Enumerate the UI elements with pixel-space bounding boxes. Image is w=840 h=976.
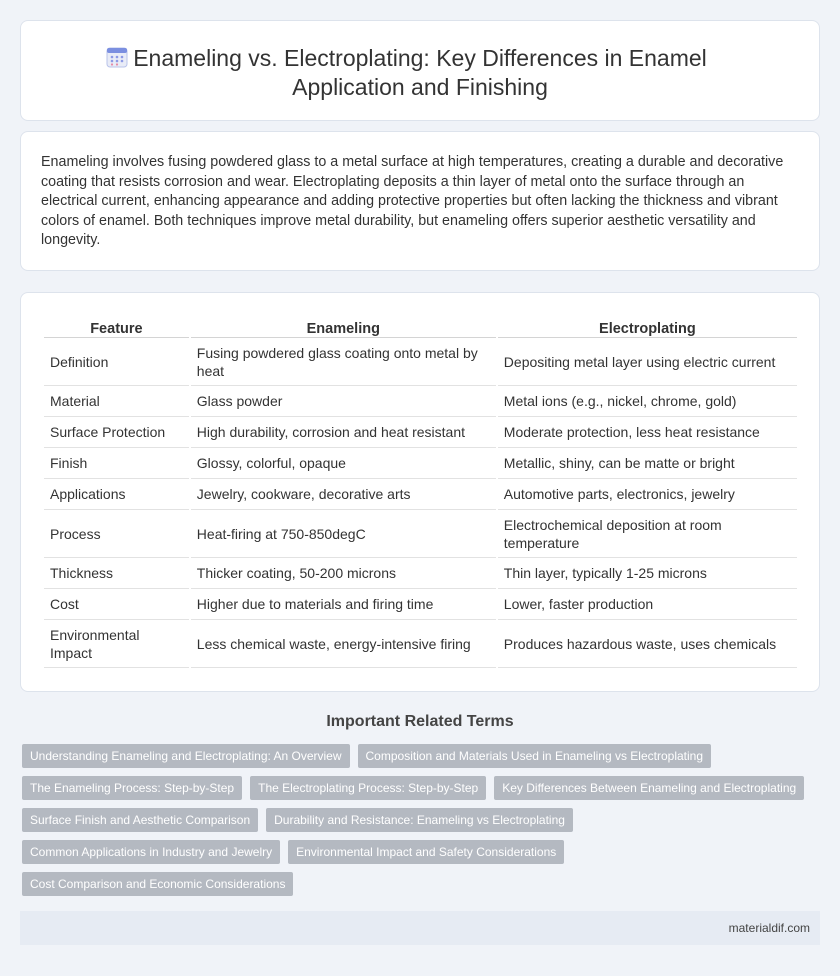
related-terms-list	[22, 744, 812, 896]
table-cell: Moderate protection, less heat resistance	[498, 417, 797, 448]
table-cell: Produces hazardous waste, uses chemicals	[498, 620, 797, 668]
table-cell: Cost	[44, 589, 189, 620]
related-terms-heading: Important Related Terms	[326, 713, 514, 730]
table-cell: Higher due to materials and firing time	[191, 589, 496, 620]
comparison-table-card	[20, 292, 820, 692]
table-cell: Metal ions (e.g., nickel, chrome, gold)	[498, 386, 797, 417]
related-term-tag[interactable]: Common Applications in Industry and Jewelry	[22, 840, 280, 864]
page-title: Enameling vs. Electroplating: Key Differences in Enamel Application and Finishing	[133, 45, 707, 100]
table-cell: Thicker coating, 50-200 microns	[191, 558, 496, 589]
table-cell: Definition	[44, 338, 189, 386]
table-cell: Heat-firing at 750-850degC	[191, 510, 496, 558]
intro-paragraph: Enameling involves fusing powdered glass to a metal surface at high temperatures, creating a durable and decorative coating that resists corrosion and wear. Electroplating deposits a thin layer of metal onto the surface through an electrical current, enhancing appearance and adding protective properties but often lacking the thickness and vibrant colors of enamel. Both techniques improve metal durability, but enameling offers superior aesthetic versatility and longevity.	[41, 154, 784, 248]
table-cell: Thin layer, typically 1-25 microns	[498, 558, 797, 589]
table-cell: Glossy, colorful, opaque	[191, 448, 496, 479]
related-term-tag[interactable]: Surface Finish and Aesthetic Comparison	[22, 808, 258, 832]
table-cell: Thickness	[44, 558, 189, 589]
table-row	[44, 558, 797, 589]
column-header-electroplating: Electroplating	[498, 316, 797, 338]
table-cell: Material	[44, 386, 189, 417]
table-cell: Process	[44, 510, 189, 558]
table-cell: Lower, faster production	[498, 589, 797, 620]
table-row	[44, 417, 797, 448]
table-cell: Automotive parts, electronics, jewelry	[498, 479, 797, 510]
table-cell: Electrochemical deposition at room temperature	[498, 510, 797, 558]
related-term-tag[interactable]: The Enameling Process: Step-by-Step	[22, 776, 242, 800]
table-cell: Depositing metal layer using electric current	[498, 338, 797, 386]
table-row	[44, 448, 797, 479]
table-cell: Environmental Impact	[44, 620, 189, 668]
related-term-tag[interactable]: Cost Comparison and Economic Considerations	[22, 872, 293, 896]
table-cell: Glass powder	[191, 386, 496, 417]
table-cell: High durability, corrosion and heat resistant	[191, 417, 496, 448]
column-header-feature: Feature	[44, 316, 189, 338]
header-card	[20, 20, 820, 121]
table-header-row	[44, 316, 797, 338]
table-cell: Finish	[44, 448, 189, 479]
table-cell: Metallic, shiny, can be matte or bright	[498, 448, 797, 479]
table-row	[44, 386, 797, 417]
footer-site-link[interactable]: materialdif.com	[728, 921, 810, 935]
table-row	[44, 479, 797, 510]
table-row	[44, 510, 797, 558]
table-row	[44, 589, 797, 620]
related-term-tag[interactable]: Composition and Materials Used in Enameling vs Electroplating	[358, 744, 712, 768]
related-term-tag[interactable]: Key Differences Between Enameling and Electroplating	[494, 776, 804, 800]
footer	[20, 911, 820, 945]
table-row	[44, 620, 797, 668]
column-header-enameling: Enameling	[191, 316, 496, 338]
related-term-tag[interactable]: Understanding Enameling and Electroplating: An Overview	[22, 744, 350, 768]
related-term-tag[interactable]: Durability and Resistance: Enameling vs Electroplating	[266, 808, 573, 832]
table-cell: Fusing powdered glass coating onto metal by heat	[191, 338, 496, 386]
related-term-tag[interactable]: The Electroplating Process: Step-by-Step	[250, 776, 486, 800]
table-cell: Less chemical waste, energy-intensive firing	[191, 620, 496, 668]
intro-card	[20, 131, 820, 271]
comparison-table	[42, 316, 799, 668]
table-cell: Applications	[44, 479, 189, 510]
table-cell: Jewelry, cookware, decorative arts	[191, 479, 496, 510]
table-row	[44, 338, 797, 386]
table-cell: Surface Protection	[44, 417, 189, 448]
related-term-tag[interactable]: Environmental Impact and Safety Considerations	[288, 840, 564, 864]
